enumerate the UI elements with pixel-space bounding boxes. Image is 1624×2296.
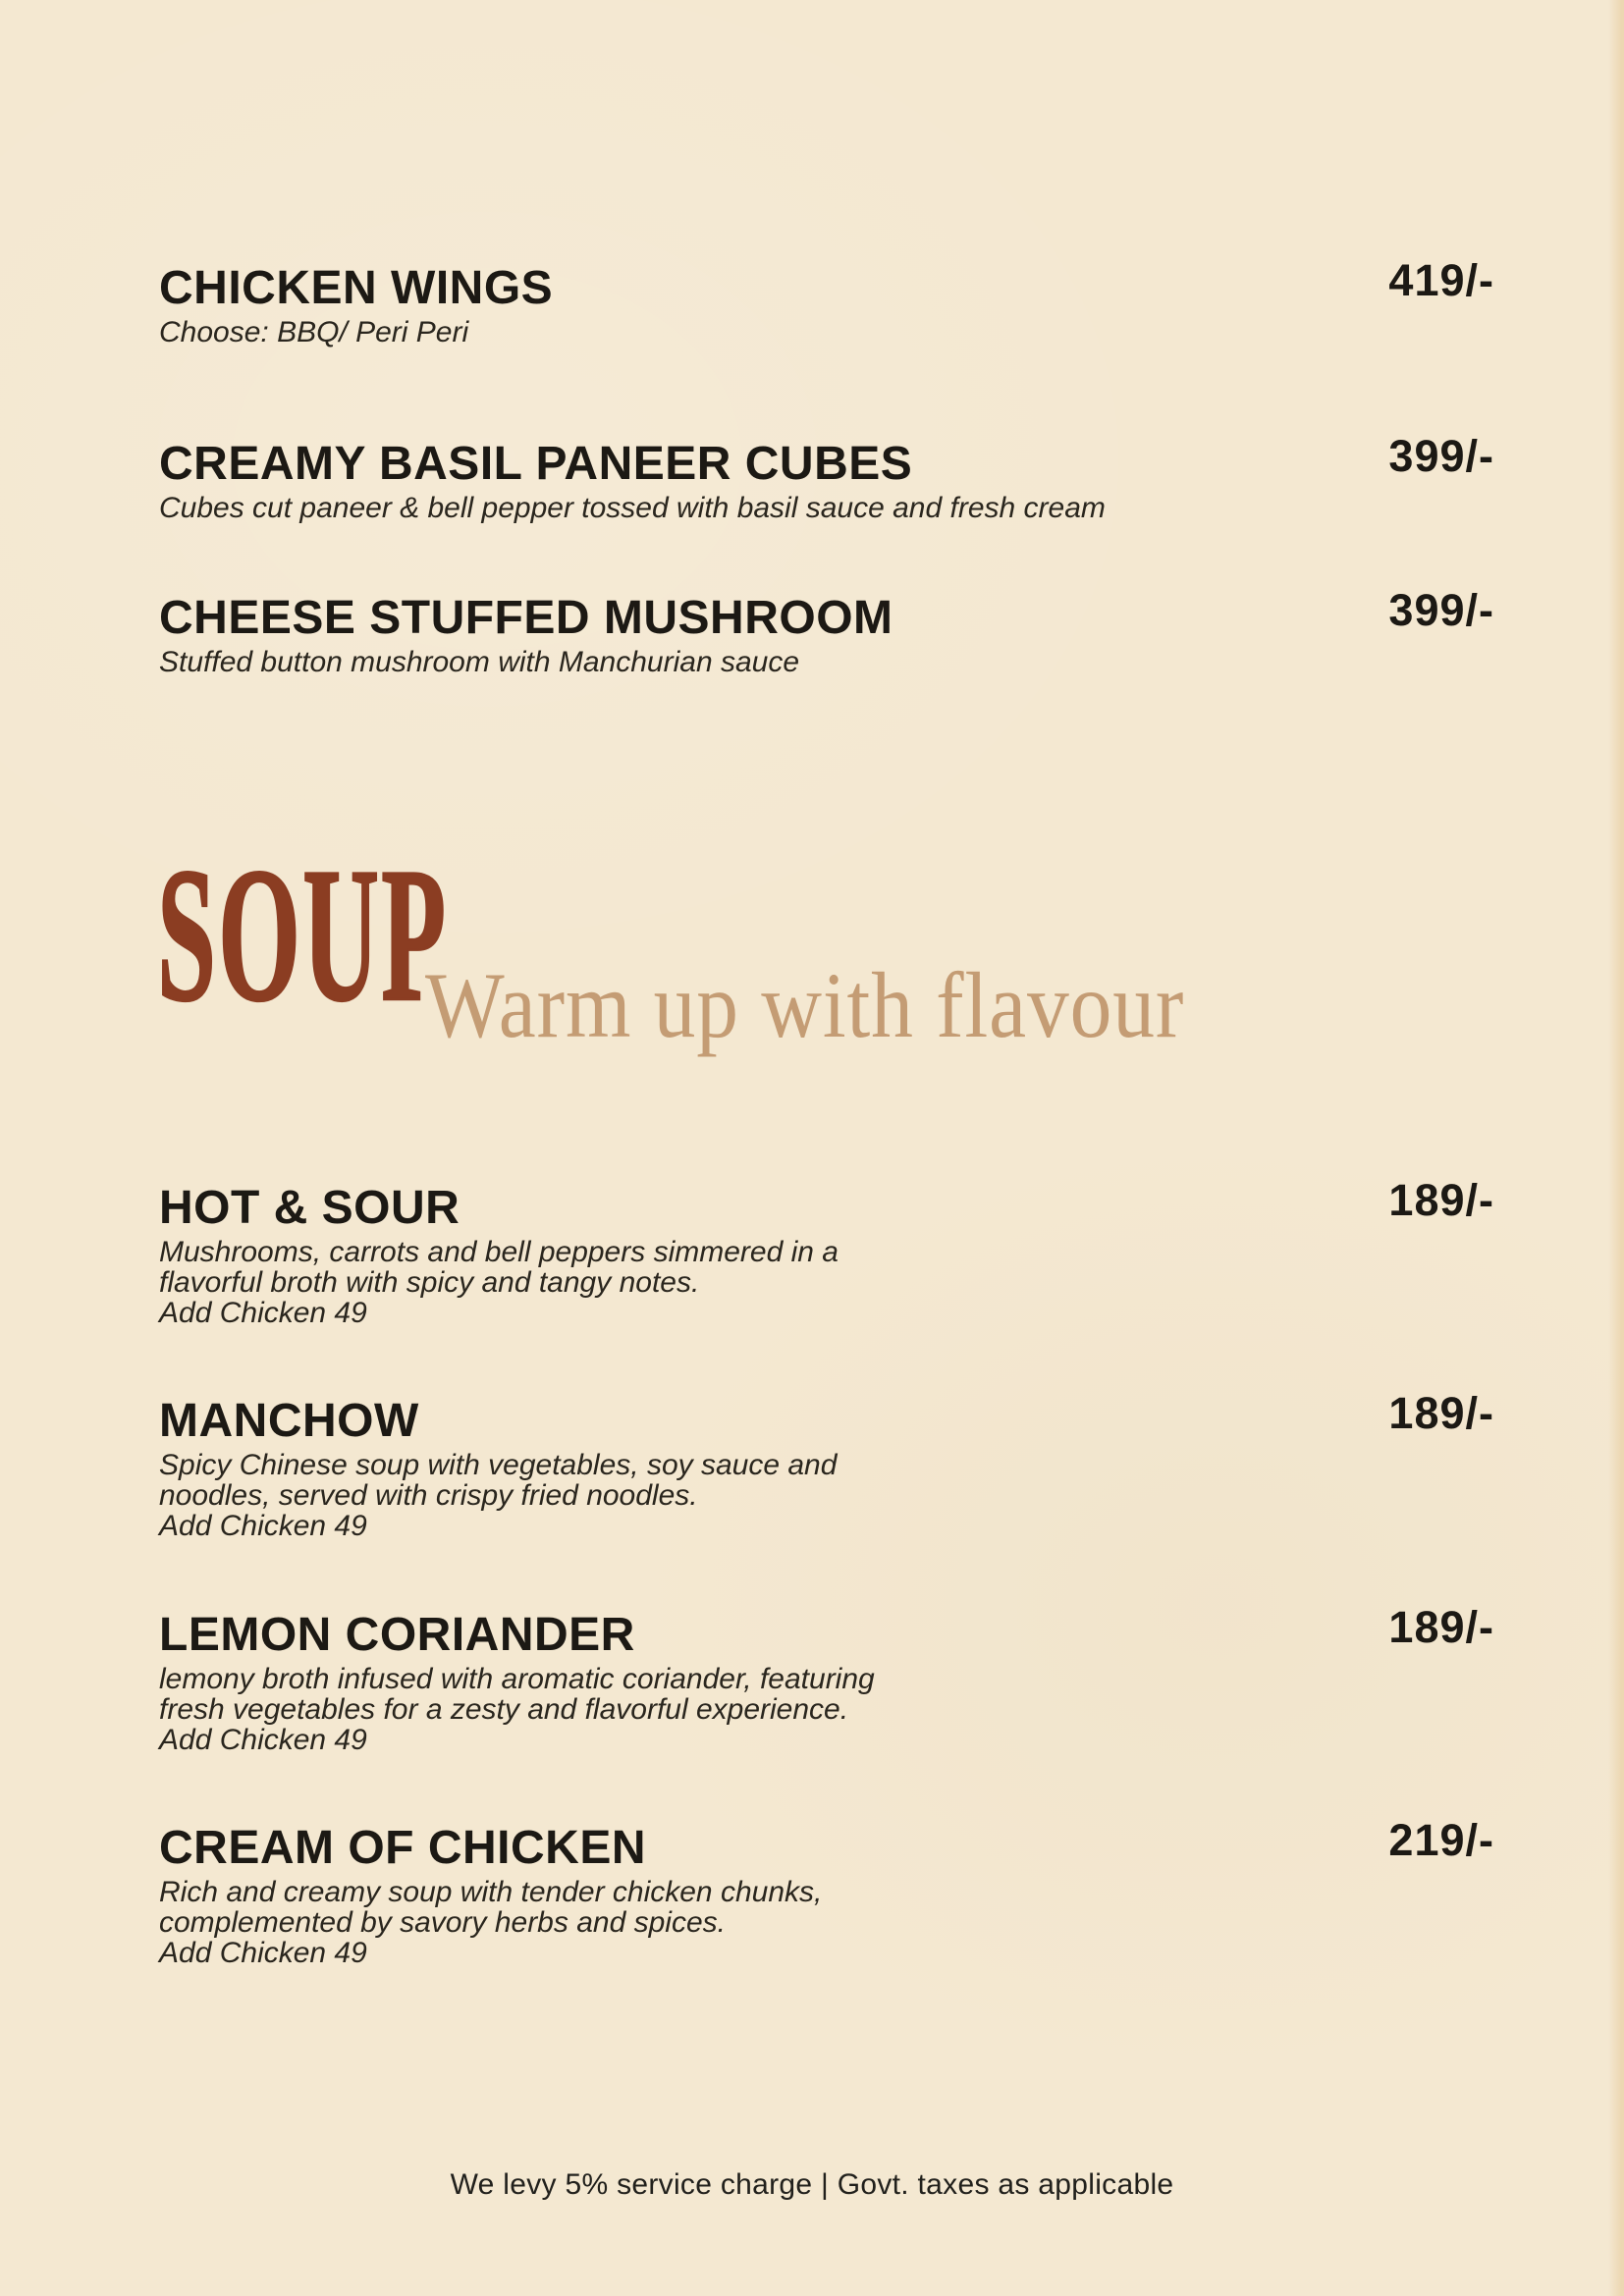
menu-item: [159, 431, 1494, 524]
section-heading-soup: SOUP: [157, 828, 449, 1041]
item-price: 219/-: [1388, 1815, 1494, 1865]
item-description: [159, 1237, 1494, 1328]
item-description-line: lemony broth infused with aromatic coriander, featuring: [159, 1663, 875, 1695]
item-price: 399/-: [1388, 585, 1494, 635]
item-description-line: noodles, served with crispy fried noodles.: [159, 1479, 698, 1512]
item-price: 189/-: [1388, 1388, 1494, 1438]
item-description: [159, 647, 1494, 677]
item-name: CHICKEN WINGS: [159, 262, 554, 314]
item-name: CHEESE STUFFED MUSHROOM: [159, 592, 893, 644]
item-description: [159, 1877, 1494, 1968]
item-description-line: Add Chicken 49: [159, 1724, 367, 1756]
item-name: LEMON CORIANDER: [159, 1609, 635, 1661]
item-description-line: Add Chicken 49: [159, 1510, 367, 1542]
menu-item: [159, 1815, 1494, 1969]
menu-item: [159, 1388, 1494, 1542]
item-description-line: Mushrooms, carrots and bell peppers simmered in a: [159, 1236, 839, 1268]
item-description-line: Add Chicken 49: [159, 1937, 367, 1969]
item-description-line: Stuffed button mushroom with Manchurian sauce: [159, 646, 800, 678]
item-name: CREAMY BASIL PANEER CUBES: [159, 438, 913, 490]
item-description: [159, 493, 1494, 523]
item-price: 189/-: [1388, 1175, 1494, 1225]
item-description: [159, 1664, 1494, 1755]
item-description-line: fresh vegetables for a zesty and flavorful experience.: [159, 1693, 849, 1726]
item-name: MANCHOW: [159, 1395, 419, 1447]
item-description: [159, 317, 1494, 347]
item-description: [159, 1450, 1494, 1541]
menu-item: [159, 255, 1494, 348]
item-description-line: complemented by savory herbs and spices.: [159, 1906, 726, 1939]
item-description-line: flavorful broth with spicy and tangy notes.: [159, 1266, 700, 1299]
footer-service-note: We levy 5% service charge | Govt. taxes as applicable: [450, 2168, 1174, 2201]
item-price: 399/-: [1388, 431, 1494, 481]
item-price: 419/-: [1388, 255, 1494, 305]
menu-item: [159, 1602, 1494, 1756]
item-name: HOT & SOUR: [159, 1182, 460, 1234]
item-description-line: Choose: BBQ/ Peri Peri: [159, 316, 469, 348]
item-price: 189/-: [1388, 1602, 1494, 1652]
menu-item: [159, 585, 1494, 678]
section-tagline: Warm up with flavour: [425, 953, 1185, 1057]
item-description-line: Rich and creamy soup with tender chicken chunks,: [159, 1876, 823, 1908]
menu-item: [159, 1175, 1494, 1329]
item-description-line: Cubes cut paneer & bell pepper tossed with basil sauce and fresh cream: [159, 492, 1106, 524]
item-description-line: Add Chicken 49: [159, 1297, 367, 1329]
item-name: CREAM OF CHICKEN: [159, 1822, 646, 1874]
item-description-line: Spicy Chinese soup with vegetables, soy sauce and: [159, 1449, 838, 1481]
